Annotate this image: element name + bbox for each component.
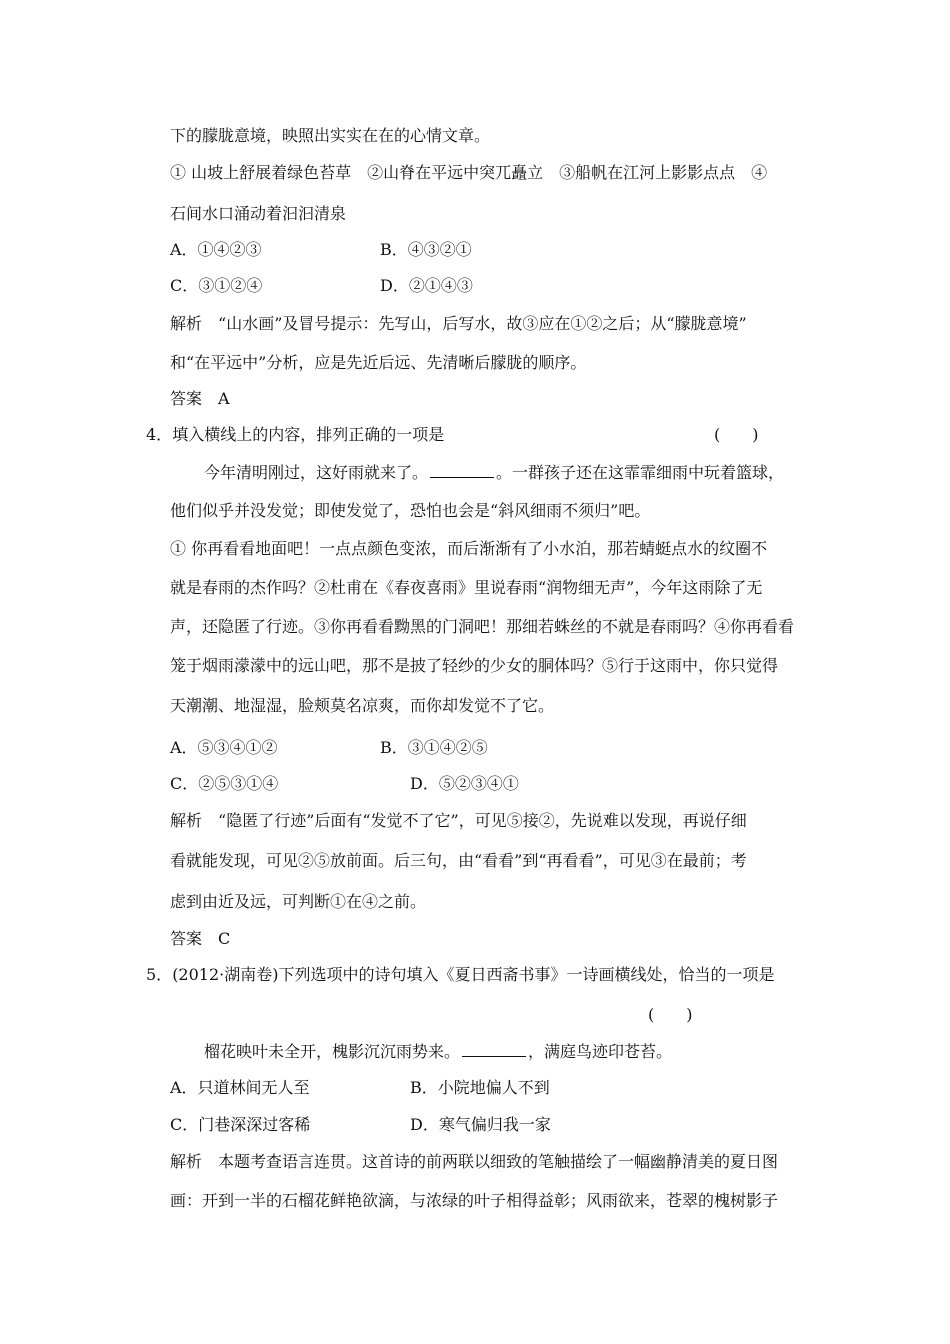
- q5-option-d: D．寒气偏归我一家: [410, 1115, 551, 1134]
- q4-passage-line1: [204, 463, 784, 483]
- q5-analysis-line1: [170, 1152, 778, 1172]
- q3-answer-label: 答案: [170, 389, 203, 408]
- q4-option-a: A．⑤③④①②: [170, 738, 278, 757]
- q4-option-d: D．⑤②③④①: [410, 774, 519, 793]
- q5-poem-b: ，满庭鸟迹印苍苔。: [528, 1042, 673, 1061]
- q4-answer-paren: ( ): [714, 425, 759, 444]
- q5-analysis-text1: 本题考查语言连贯。这首诗的前两联以细致的笔触描绘了一幅幽静清美的夏日图: [218, 1152, 779, 1171]
- q4-analysis-line2: 看就能发现，可见②⑤放前面。后三句，由“看看”到“再看看”，可见③在最前；考: [170, 851, 747, 870]
- q3-analysis-label: 解析: [170, 314, 203, 333]
- q5-option-b: B．小院地偏人不到: [410, 1078, 550, 1097]
- q5-blank: [462, 1042, 526, 1057]
- q4-option-b: B．③①④②⑤: [380, 738, 488, 757]
- q4-analysis-line1: [170, 811, 747, 831]
- q4-passage-b: 。一群孩子还在这霏霏细雨中玩着篮球，: [496, 463, 785, 482]
- q4-choices-line5: 天潮潮、地湿湿，脸颊莫名凉爽，而你却发觉不了它。: [170, 696, 555, 715]
- q4-answer-label: 答案: [170, 929, 203, 948]
- q4-answer-value: C: [218, 929, 231, 948]
- q4-analysis-text1: “隐匿了行迹”后面有“发觉不了它”，可见⑤接②，先说难以发现，再说仔细: [218, 811, 747, 830]
- q5-analysis-line2: 画：开到一半的石榴花鲜艳欲滴，与浓绿的叶子相得益彰；风雨欲来，苍翠的槐树影子: [170, 1191, 779, 1210]
- q4-option-c: C．②⑤③①④: [170, 774, 279, 793]
- q4-passage-line2: 他们似乎并没发觉；即使发觉了，恐怕也会是“斜风细雨不须归”吧。: [170, 501, 651, 520]
- q3-continuation: 下的朦胧意境，映照出实实在在的心情文章。: [170, 126, 491, 145]
- q4-answer: [170, 929, 230, 949]
- q5-poem-line: [204, 1042, 672, 1062]
- q5-number: 5．: [146, 965, 173, 984]
- q4-passage-a: 今年清明刚过，这好雨就来了。: [204, 463, 429, 482]
- q3-option-b: B．④③②①: [380, 240, 472, 259]
- q5-option-c: C．门巷深深过客稀: [170, 1115, 311, 1134]
- q4-choices-line1: ① 你再看看地面吧！一点点颜色变浓，而后渐渐有了小水泊，那若蜻蜓点水的纹圈不: [170, 539, 768, 558]
- q4-choices-line2: 就是春雨的杰作吗？②杜甫在《春夜喜雨》里说春雨“润物细无声”，今年这雨除了无: [170, 578, 763, 597]
- q4-stem-line: [146, 425, 444, 445]
- q4-number: 4．: [146, 425, 173, 444]
- q4-choices-line4: 笼于烟雨濛濛中的远山吧，那不是披了轻纱的少女的胴体吗？⑤行于这雨中，你只觉得: [170, 656, 779, 675]
- q3-answer-value: A: [218, 389, 230, 408]
- q5-stem: (2012·湖南卷)下列选项中的诗句填入《夏日西斋书事》一诗画横线处，恰当的一项是: [172, 965, 775, 984]
- q4-analysis-line3: 虑到由近及远，可判断①在④之前。: [170, 892, 427, 911]
- q5-option-a: A．只道林间无人至: [170, 1078, 310, 1097]
- q3-option-d: D．②①④③: [380, 276, 473, 295]
- q4-stem: 填入横线上的内容，排列正确的一项是: [172, 425, 445, 444]
- q3-choices-line1: ① 山坡上舒展着绿色苔草 ②山脊在平远中突兀矗立 ③船帆在江河上影影点点 ④: [170, 163, 768, 182]
- q4-blank: [430, 463, 494, 478]
- q3-answer: [170, 389, 230, 409]
- q3-analysis-line2: 和“在平远中”分析，应是先近后远、先清晰后朦胧的顺序。: [170, 353, 587, 372]
- q5-stem-line: [146, 965, 774, 985]
- q5-poem-a: 榴花映叶未全开，槐影沉沉雨势来。: [204, 1042, 461, 1061]
- q3-option-a: A．①④②③: [170, 240, 262, 259]
- q3-analysis-line1: [170, 314, 747, 334]
- q4-analysis-label: 解析: [170, 811, 203, 830]
- q3-option-c: C．③①②④: [170, 276, 263, 295]
- q3-analysis-text1: “山水画”及冒号提示：先写山，后写水，故③应在①②之后；从“朦胧意境”: [218, 314, 747, 333]
- q4-choices-line3: 声，还隐匿了行迹。③你再看看黝黑的门洞吧！那细若蛛丝的不就是春雨吗？④你再看看: [170, 617, 795, 636]
- q5-analysis-label: 解析: [170, 1152, 203, 1171]
- q5-answer-paren: ( ): [648, 1005, 693, 1024]
- q3-choices-line2: 石间水口涌动着汩汩清泉: [170, 204, 347, 223]
